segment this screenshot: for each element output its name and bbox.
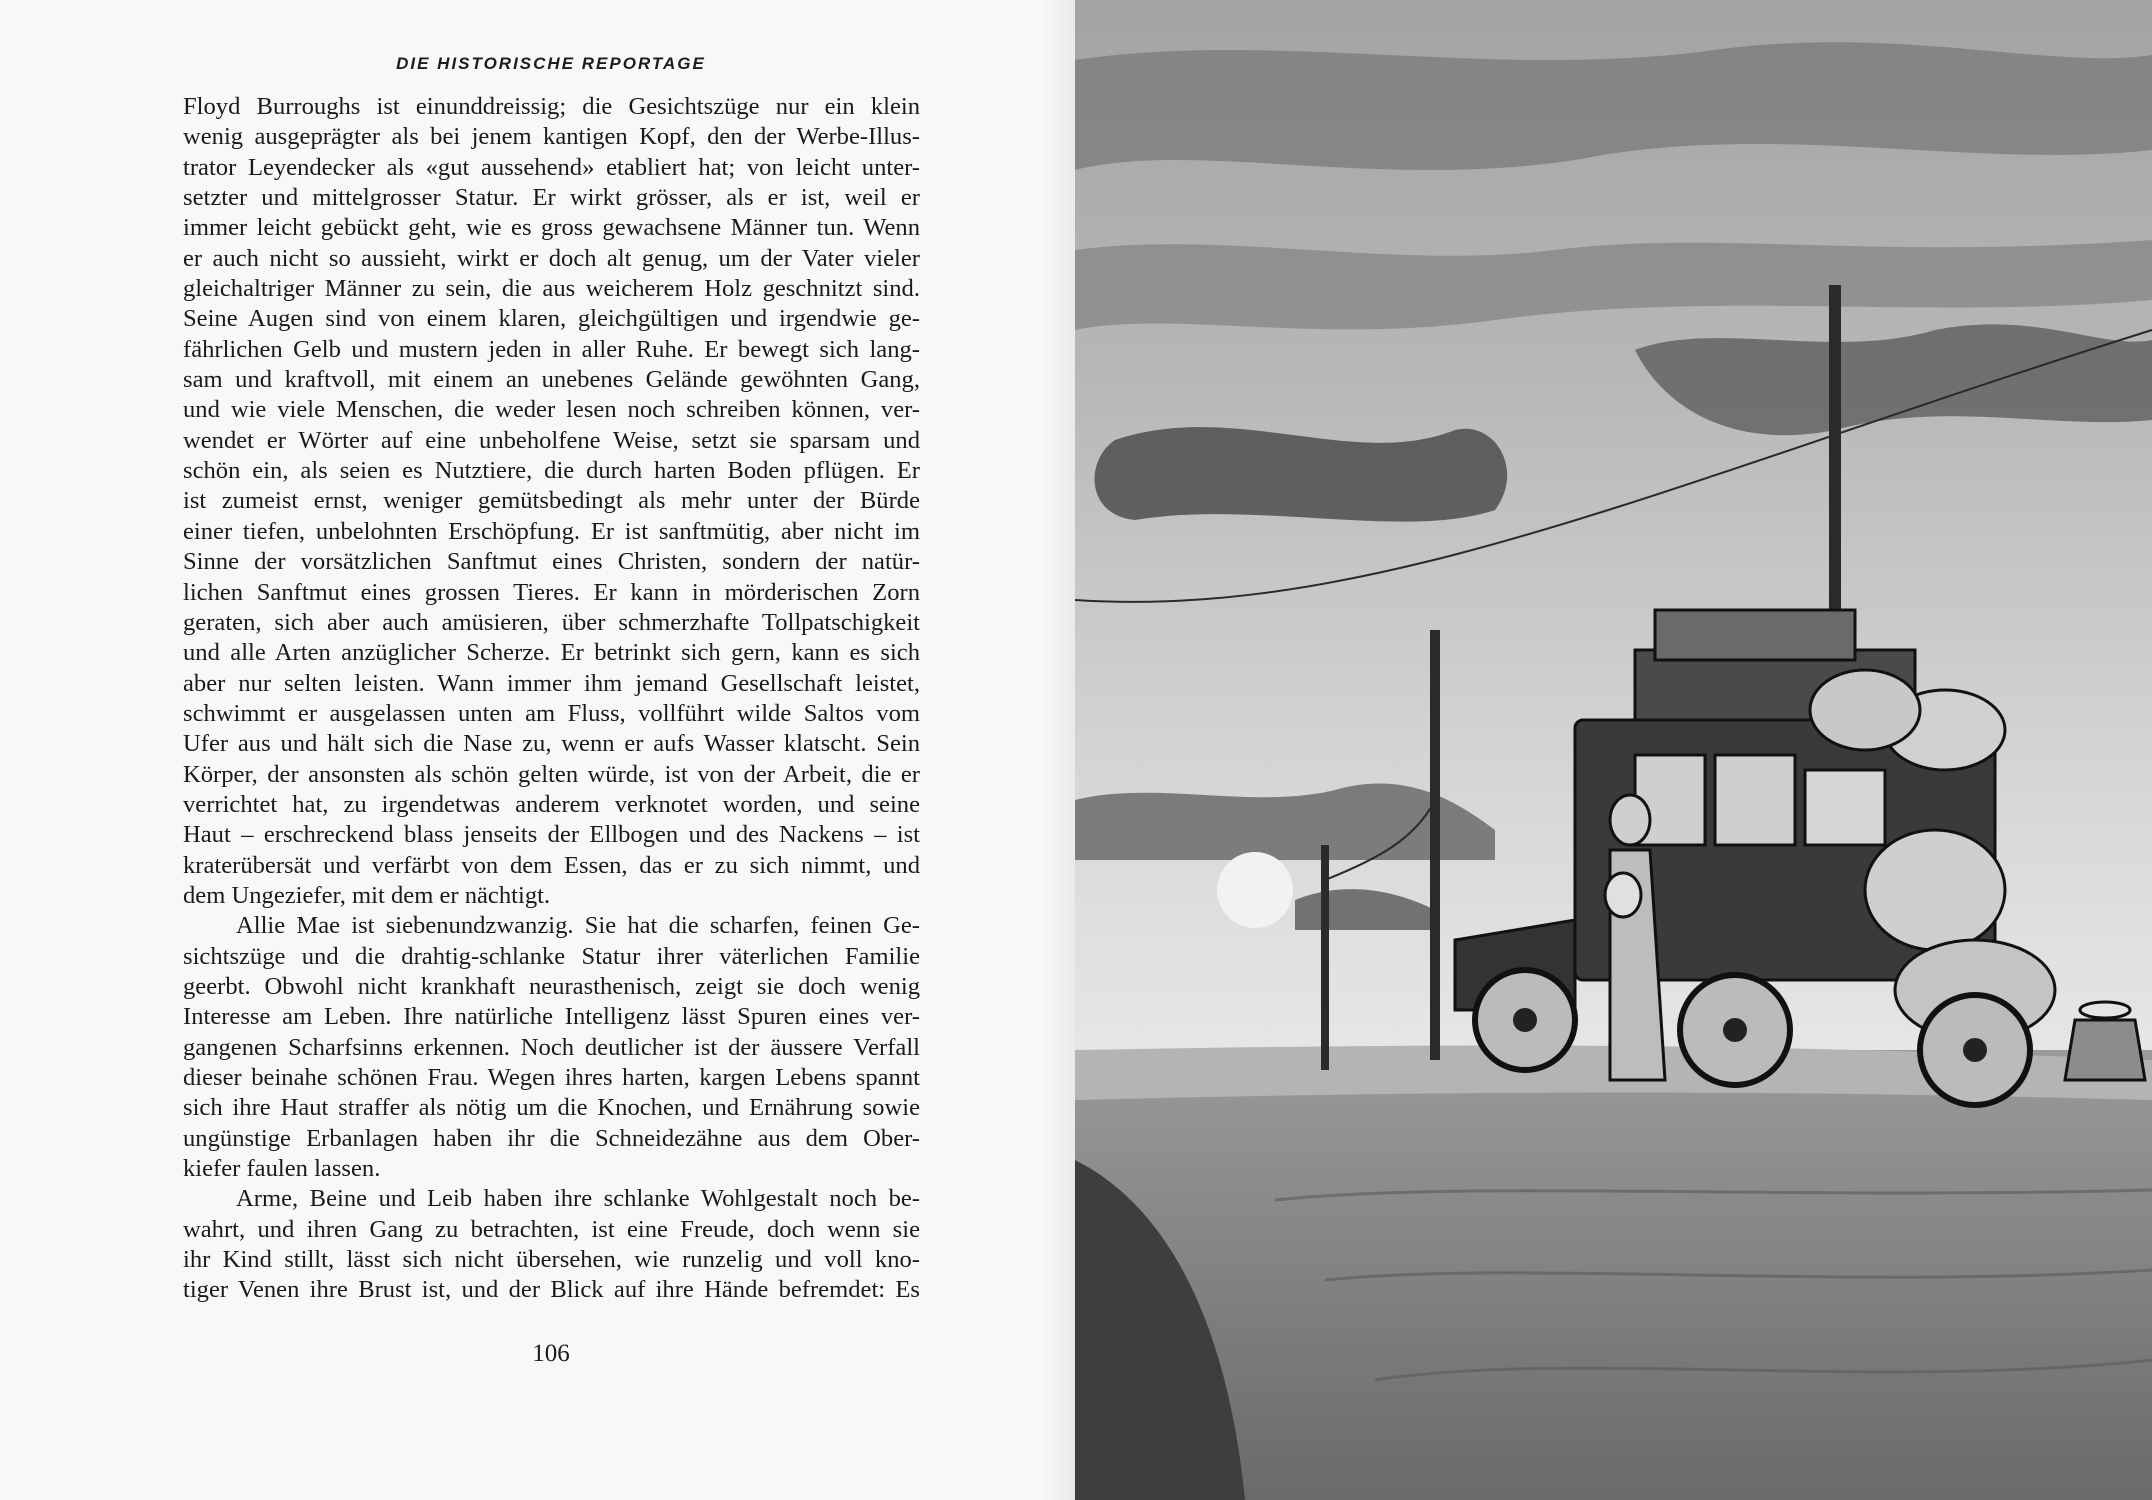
text-line: Sinne der vorsätzlichen Sanftmut eines Christen, sondern der natür- — [183, 548, 920, 576]
left-page — [0, 0, 1075, 1500]
text-line: dem Ungeziefer, mit dem er nächtigt. — [183, 881, 551, 909]
illustration-jalopy-roadside-icon — [1075, 0, 2152, 1500]
text-line: immer leicht gebückt geht, wie es gross gewachsene Männer tun. Wenn — [183, 214, 920, 242]
page-gutter-shadow — [1040, 0, 1076, 1500]
text-line: gangenen Scharfsinns erkennen. Noch deutlicher ist der äussere Verfall — [183, 1033, 920, 1061]
text-line: setzter und mittelgrosser Statur. Er wirkt grösser, als er ist, weil er — [183, 184, 920, 212]
text-line: wahrt, und ihren Gang zu betrachten, ist eine Freude, doch wenn sie — [183, 1215, 920, 1243]
text-line: Körper, der ansonsten als schön gelten würde, ist von der Arbeit, die er — [183, 760, 920, 788]
text-line: gleichaltriger Männer zu sein, die aus weicherem Holz geschnitzt sind. — [183, 275, 920, 303]
text-line: Arme, Beine und Leib haben ihre schlanke Wohlgestalt noch be- — [236, 1185, 920, 1213]
text-line: sam und kraftvoll, mit einem an unebenes Gelände gewöhnten Gang, — [183, 366, 920, 394]
body-text — [183, 92, 920, 1306]
text-line: sichtszüge und die drahtig-schlanke Statur ihrer väterlichen Familie — [183, 942, 920, 970]
text-line: Interesse am Leben. Ihre natürliche Intelligenz lässt Spuren eines ver- — [183, 1003, 920, 1031]
text-line: wenig ausgeprägter als bei jenem kantigen Kopf, den der Werbe-Illus- — [183, 123, 920, 151]
page-number: 106 — [532, 1340, 570, 1367]
text-line: aber nur selten leisten. Wann immer ihm jemand Gesellschaft leistet, — [183, 669, 920, 697]
text-line: Allie Mae ist siebenundzwanzig. Sie hat die scharfen, feinen Ge- — [236, 912, 920, 940]
text-line: wendet er Wörter auf eine unbeholfene Weise, setzt sie sparsam und — [183, 426, 920, 454]
text-line: Floyd Burroughs ist einunddreissig; die Gesichtszüge nur ein klein — [183, 93, 920, 120]
text-line: einer tiefen, unbelohnten Erschöpfung. Er ist sanftmütig, aber nicht im — [183, 517, 920, 545]
illustration-page — [1075, 0, 2152, 1500]
text-line: geraten, sich aber auch amüsieren, über schmerzhafte Tollpatschigkeit — [183, 608, 920, 636]
text-line: und wie viele Menschen, die weder lesen noch schreiben können, ver- — [183, 396, 920, 424]
text-line: geerbt. Obwohl nicht krankhaft neurasthenisch, zeigt sie doch wenig — [183, 972, 920, 1000]
text-line: schwimmt er ausgelassen unten am Fluss, vollführt wilde Saltos vom — [183, 699, 920, 727]
running-head: DIE HISTORISCHE REPORTAGE — [396, 54, 706, 73]
text-line: dieser beinahe schönen Frau. Wegen ihres harten, kargen Lebens spannt — [183, 1064, 920, 1091]
text-line: ist zumeist ernst, weniger gemütsbedingt als mehr unter der Bürde — [183, 487, 920, 515]
text-line: trator Leyendecker als «gut aussehend» etabliert hat; von leicht unter- — [183, 153, 920, 181]
text-line: und alle Arten anzüglicher Scherze. Er betrinkt sich gern, kann es sich — [183, 639, 920, 667]
text-line: sich ihre Haut straffer als nötig um die Knochen, und Ernährung sowie — [183, 1094, 920, 1122]
text-line: kiefer faulen lassen. — [183, 1155, 381, 1183]
text-line: Seine Augen sind von einem klaren, gleichgültigen und irgendwie ge- — [183, 305, 920, 333]
text-line: ungünstige Erbanlagen haben ihr die Schneidezähne aus dem Ober- — [183, 1124, 920, 1152]
text-line: verrichtet hat, zu irgendetwas anderem verknotet worden, und seine — [183, 790, 920, 818]
text-line: Ufer aus und hält sich die Nase zu, wenn er aufs Wasser klatscht. Sein — [183, 730, 920, 758]
text-line: tiger Venen ihre Brust ist, und der Blick auf ihre Hände befremdet: Es — [183, 1276, 920, 1304]
text-line: fährlichen Gelb und mustern jeden in aller Ruhe. Er bewegt sich lang- — [183, 335, 920, 363]
text-line: ihr Kind stillt, lässt sich nicht übersehen, wie runzelig und voll kno- — [183, 1246, 920, 1274]
text-line: Haut – erschreckend blass jenseits der Ellbogen und des Nackens – ist — [183, 821, 920, 849]
text-line: kraterübersät und verfärbt von dem Essen, das er zu sich nimmt, und — [183, 851, 920, 879]
text-line: er auch nicht so aussieht, wirkt er doch alt genug, um der Vater vieler — [183, 244, 920, 272]
text-line: lichen Sanftmut eines grossen Tieres. Er kann in mörderischen Zorn — [183, 578, 920, 606]
sun-icon — [1217, 852, 1293, 928]
text-line: schön ein, als seien es Nutztiere, die durch harten Boden pflügen. Er — [183, 457, 920, 485]
